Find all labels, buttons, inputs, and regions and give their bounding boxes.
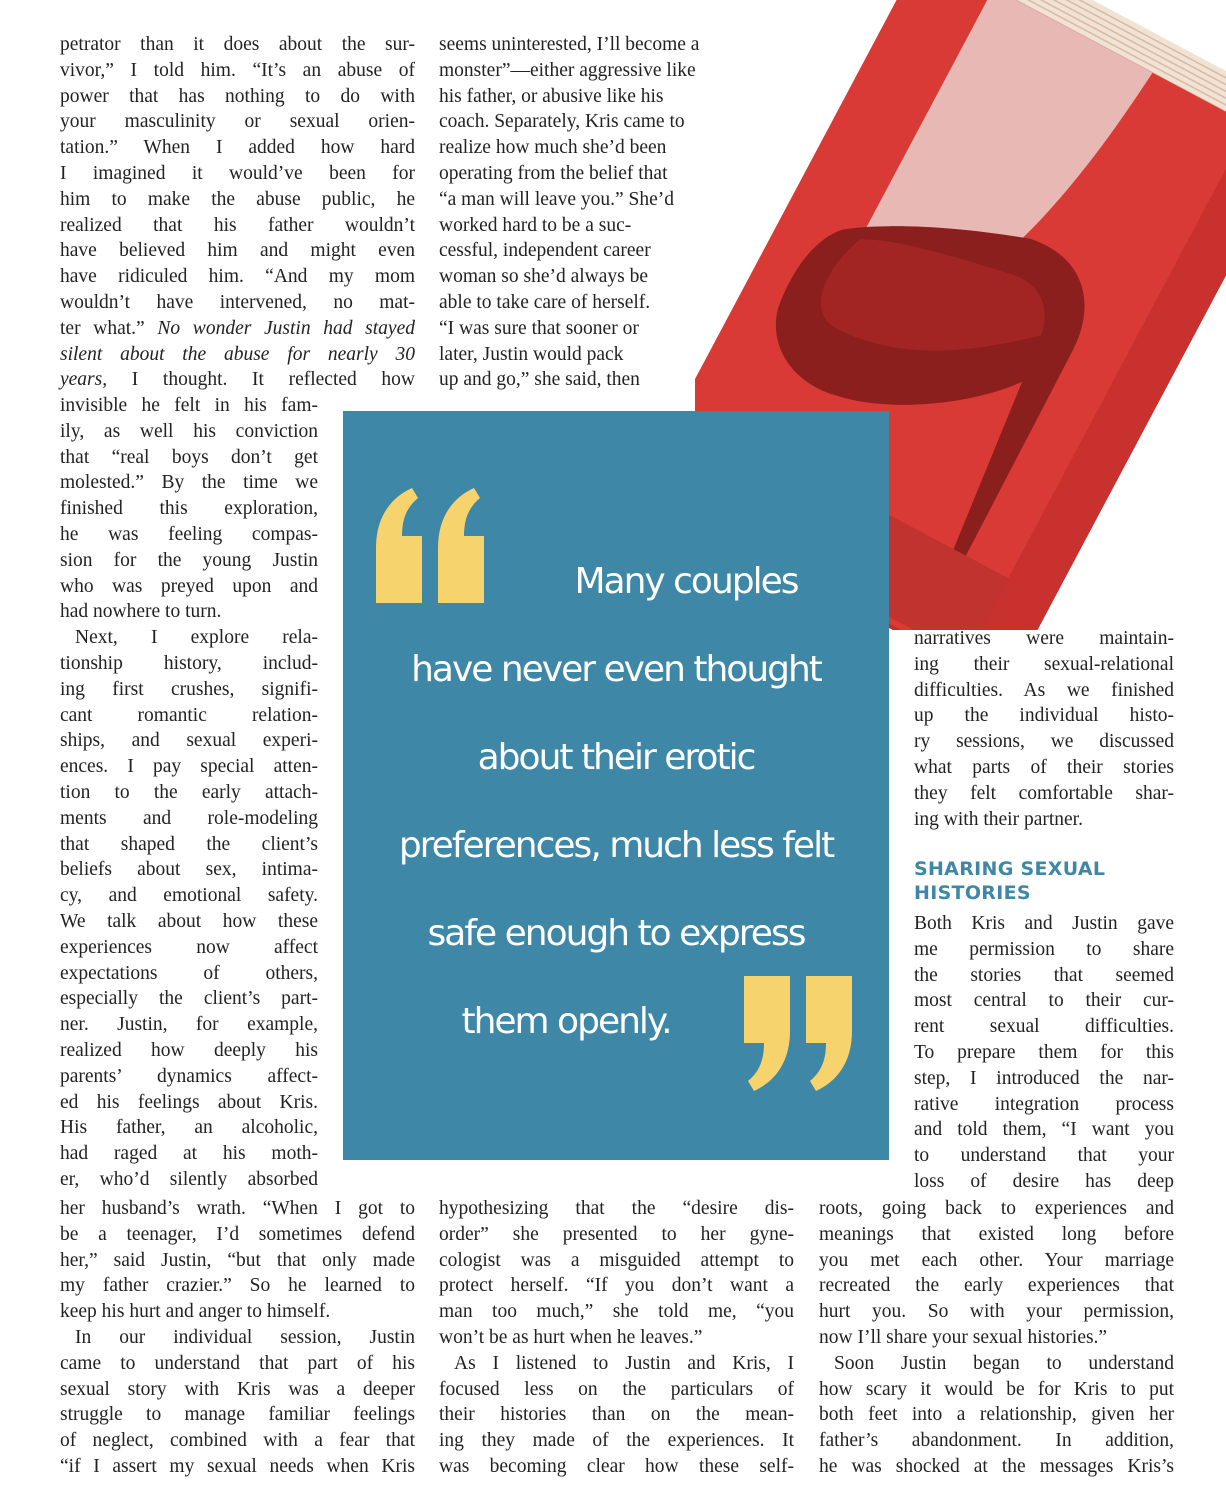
text-line: sion for the young Justin	[60, 549, 318, 571]
text-line: parents’ dynamics affect-	[60, 1065, 318, 1087]
column-3-bottom	[819, 1196, 1174, 1480]
text-line: To prepare them for this	[914, 1041, 1174, 1063]
text-line: their histories than on the mean-	[439, 1404, 794, 1426]
text-line: him to make the abuse public, he	[60, 188, 415, 210]
text-line: ments and role-modeling	[60, 807, 318, 829]
column-2-bottom	[439, 1196, 794, 1480]
text-line: seems uninterested, I’ll become a	[439, 34, 700, 55]
text-line: vivor,” I told him. “It’s an abuse of	[60, 59, 415, 81]
column-1-narrow	[60, 393, 318, 1193]
text-line: realize how much she’d been	[439, 137, 667, 159]
text-line: the stories that seemed	[914, 964, 1174, 986]
text-line: focused less on the particulars of	[439, 1378, 794, 1400]
column-1-top	[60, 32, 415, 393]
text-line: man too much,” she told me, “you	[439, 1301, 794, 1323]
text-line: In our individual session, Justin	[75, 1326, 415, 1348]
pull-quote-line: Many couples	[574, 561, 798, 602]
text-line: they felt comfortable shar-	[914, 782, 1174, 804]
text-line: have ridiculed him. “And my mom	[60, 266, 415, 288]
text-line: you met each other. Your marriage	[819, 1249, 1174, 1271]
text-line: finished this exploration,	[60, 498, 318, 520]
text-line: operating from the belief that	[439, 162, 668, 184]
section-heading-line: SHARING SEXUAL	[914, 858, 1106, 880]
column-1-bottom	[60, 1196, 415, 1480]
text-line: struggle to manage familiar feelings	[60, 1404, 415, 1426]
text-line: father’s abandonment. In addition,	[819, 1430, 1174, 1452]
text-line: loss of desire has deep	[914, 1170, 1174, 1192]
text-line: later, Justin would pack	[439, 343, 624, 365]
text-line: be a teenager, I’d sometimes defend	[60, 1223, 415, 1245]
text-line: His father, an alcoholic,	[60, 1117, 318, 1139]
text-line: ing they made of the experiences. It	[439, 1430, 794, 1452]
column-3-top	[914, 626, 1174, 832]
column-3-narrow	[914, 911, 1174, 1195]
text-run: I thought. It reflected how	[131, 369, 416, 391]
text-line: who was preyed upon and	[60, 575, 318, 597]
text-line: had raged at his moth-	[60, 1143, 318, 1165]
text-line: that “real boys don’t get	[60, 446, 318, 468]
text-line: me permission to share	[914, 938, 1174, 960]
text-line: wouldn’t have intervened, no mat-	[60, 291, 415, 313]
text-line: step, I introduced the nar-	[914, 1067, 1174, 1089]
close-quote-icon	[740, 976, 858, 1091]
text-line: was becoming clear how these self-	[439, 1455, 794, 1477]
text-line: Both Kris and Justin gave	[914, 913, 1174, 934]
text-line: and told them, “I want you	[914, 1119, 1174, 1141]
text-line: cant romantic relation-	[60, 704, 318, 726]
text-line: petrator than it does about the sur-	[60, 34, 415, 55]
text-line: recreated the early experiences that	[819, 1275, 1174, 1297]
pull-quote-line: safe enough to express	[427, 913, 805, 954]
section-heading-line: HISTORIES	[914, 882, 1031, 904]
text-line: ry sessions, we discussed	[914, 731, 1174, 753]
text-line: especially the client’s part-	[60, 988, 318, 1010]
text-line: “if I assert my sexual needs when Kris	[60, 1455, 415, 1477]
text-line: he was feeling compas-	[60, 523, 318, 545]
text-line: tation.” When I added how hard	[60, 137, 415, 159]
pull-quote-line: about their erotic	[477, 737, 755, 778]
text-line: “a man will leave you.” She’d	[439, 188, 674, 210]
text-line: ing first crushes, signifi-	[60, 678, 318, 700]
text-run: ter what.”	[60, 317, 145, 339]
pull-quote-line: have never even thought	[411, 649, 821, 690]
text-line: roots, going back to experiences and	[819, 1198, 1174, 1219]
text-line: We talk about how these	[60, 910, 318, 932]
text-line: protect herself. “If you don’t want a	[439, 1275, 794, 1297]
text-line: ing their sexual-relational	[914, 653, 1174, 675]
section-heading	[914, 857, 1105, 905]
text-line: up the individual histo-	[914, 705, 1174, 727]
text-line: worked hard to be a suc-	[439, 214, 632, 236]
text-line: I imagined it would’ve been for	[60, 162, 415, 184]
italic-text: No wonder Justin had stayed	[157, 317, 415, 339]
text-line: meanings that existed long before	[819, 1223, 1174, 1245]
text-line: ing with their partner.	[914, 808, 1083, 830]
text-line: her husband’s wrath. “When I got to	[60, 1198, 415, 1219]
text-line: how scary it would be for Kris to put	[819, 1378, 1174, 1400]
text-line: rent sexual difficulties.	[914, 1016, 1174, 1038]
text-line: her,” said Justin, “but that only made	[60, 1249, 415, 1271]
text-line: order” she presented to her gyne-	[439, 1223, 794, 1245]
text-line: your masculinity or sexual orien-	[60, 111, 415, 133]
italic-text: years,	[60, 369, 108, 391]
text-line: expectations of others,	[60, 962, 318, 984]
text-line: As I listened to Justin and Kris, I	[454, 1352, 794, 1374]
text-line: sexual story with Kris was a deeper	[60, 1378, 415, 1400]
text-line: tion to the early attach-	[60, 781, 318, 803]
text-line: woman so she’d always be	[439, 266, 649, 288]
text-line: hypothesizing that the “desire dis-	[439, 1198, 794, 1219]
text-line: of neglect, combined with a fear that	[60, 1430, 415, 1452]
text-line: both feet into a relationship, given her	[819, 1404, 1174, 1426]
text-line: coach. Separately, Kris came to	[439, 111, 685, 133]
text-line: ences. I pay special atten-	[60, 756, 318, 778]
text-line: power that has nothing to do with	[60, 85, 415, 107]
text-line: that shaped the client’s	[60, 833, 318, 855]
text-line: invisible he felt in his fam-	[60, 395, 318, 416]
text-line: ner. Justin, for example,	[60, 1014, 318, 1036]
text-line: cologist was a misguided attempt to	[439, 1249, 794, 1271]
text-line: my father crazier.” So he learned to	[60, 1275, 415, 1297]
text-line: monster”—either aggressive like	[439, 59, 696, 81]
text-line: had nowhere to turn.	[60, 601, 222, 623]
text-line: keep his hurt and anger to himself.	[60, 1301, 331, 1323]
text-line: have believed him and might even	[60, 240, 415, 262]
text-line: difficulties. As we finished	[914, 679, 1174, 701]
text-line: most central to their cur-	[914, 990, 1174, 1012]
text-line: hurt you. So with your permission,	[819, 1301, 1174, 1323]
text-line: tionship history, includ-	[60, 652, 318, 674]
text-line: ed his feelings about Kris.	[60, 1091, 318, 1113]
text-line: Next, I explore rela-	[75, 627, 318, 649]
text-line: ships, and sexual experi-	[60, 730, 318, 752]
text-line: er, who’d silently absorbed	[60, 1168, 318, 1190]
text-line: experiences now affect	[60, 936, 318, 958]
text-line: realized how deeply his	[60, 1039, 318, 1061]
text-line: to understand that your	[914, 1145, 1174, 1167]
text-line	[60, 316, 415, 342]
pull-quote-line: them openly.	[461, 1001, 671, 1042]
text-line: ily, as well his conviction	[60, 420, 318, 442]
column-2-top	[439, 32, 769, 393]
text-line: realized that his father wouldn’t	[60, 214, 415, 236]
text-line: cy, and emotional safety.	[60, 885, 318, 907]
text-line: molested.” By the time we	[60, 472, 318, 494]
pull-quote-line: preferences, much less felt	[398, 825, 834, 866]
text-line: his father, or abusive like his	[439, 85, 664, 107]
open-quote-icon	[372, 488, 490, 603]
italic-text: silent about the abuse for nearly 30	[60, 343, 415, 365]
text-line: what parts of their stories	[914, 756, 1174, 778]
text-line: “I was sure that sooner or	[439, 317, 639, 339]
text-line: came to understand that part of his	[60, 1352, 415, 1374]
text-line: he was shocked at the messages Kris’s	[819, 1455, 1174, 1477]
text-line	[60, 367, 415, 393]
text-line: up and go,” she said, then	[439, 369, 640, 391]
text-line: able to take care of herself.	[439, 291, 651, 313]
text-line: rative integration process	[914, 1093, 1174, 1115]
text-line: won’t be as hurt when he leaves.”	[439, 1326, 703, 1348]
text-line: Soon Justin began to understand	[834, 1352, 1174, 1374]
text-line: narratives were maintain-	[914, 628, 1174, 649]
text-line: now I’ll share your sexual histories.”	[819, 1326, 1108, 1348]
text-line: cessful, independent career	[439, 240, 651, 262]
text-line: beliefs about sex, intima-	[60, 859, 318, 881]
